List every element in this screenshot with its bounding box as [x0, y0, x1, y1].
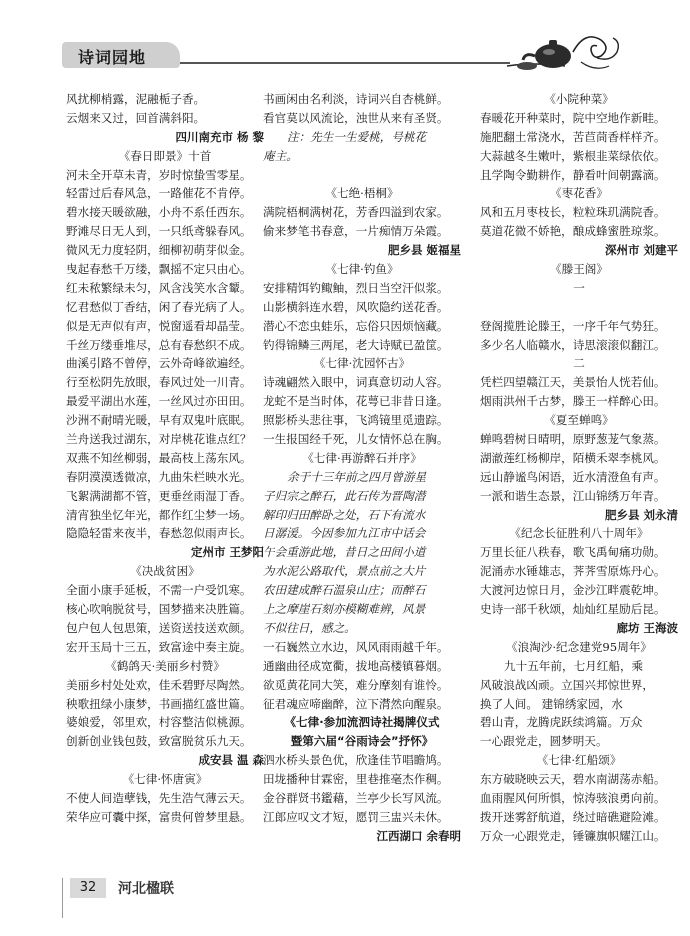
section-title: 诗词园地 [78, 48, 147, 67]
poem-column-middle [263, 90, 461, 846]
poem-title: 《七律·沈园怀古》 [313, 356, 411, 371]
poem-line: 美丽乡村处处欢，佳禾碧野尽陶然。 [66, 677, 252, 692]
poem-line: 拨开迷雾舒航道，绕过暗礁避险滩。 [480, 809, 666, 824]
author-line: 深州市 刘建平 [604, 243, 678, 258]
poem-line: 轻雷过后春风急，一路催花不肯停。 [66, 186, 252, 201]
poem-line: 宏开玉局十三五，致富途中奏主旋。 [66, 639, 252, 654]
poem-line: 一石巍然立水边，风风雨雨越千年。 [263, 639, 449, 654]
author-line: 肥乡县 刘永清 [604, 507, 678, 522]
poem-title: 《七律·参加流泗诗社揭牌仪式 [284, 715, 440, 730]
poem-line: 且学陶令勤耕作，静看叶间朝露滴。 [480, 167, 666, 182]
poem-note: 庵主。 [263, 148, 298, 163]
poem-line: 偷来梦笔书春意，一片痴情万朵霞。 [263, 224, 449, 239]
author-line: 定州市 王梦阳 [190, 545, 264, 560]
poem-part-number: 一 [573, 280, 585, 295]
poem-line: 登阁揽胜论滕王，一序千年气势狂。 [480, 318, 666, 333]
poem-column-right [480, 90, 678, 846]
teapot-ornament-icon [505, 22, 625, 78]
poem-line: 创新创业钱包鼓，致富脱贫乐九天。 [66, 734, 252, 749]
poem-line: 风和五月枣枝长，粒粒珠玑满院香。 [480, 205, 666, 220]
poem-line: 清宵独坐忆年光，都作红尘梦一场。 [66, 507, 252, 522]
footer-rule [62, 878, 63, 918]
poem-part-number: 二 [573, 356, 585, 371]
poem-line: 龙蛇不是当时体，花萼已非昔日逢。 [263, 394, 449, 409]
poem-title: 《七律·钓鱼》 [325, 262, 399, 277]
publication-name: 河北楹联 [118, 881, 174, 897]
poem-line: 远山静谧鸟闲语，近水清澄鱼有声。 [480, 469, 666, 484]
poem-title: 《七律·再游醉石并序》 [302, 450, 422, 465]
poem-line: 包户包人包思策，送资送技送欢颜。 [66, 620, 252, 635]
poem-line: 大蒜越冬生嫩叶，紫根韭菜绿依依。 [480, 148, 666, 163]
poem-preface: 为水泥公路取代，景点前之大片 [263, 564, 426, 579]
poem-title: 《七律·怀唐寅》 [122, 772, 208, 787]
poem-line: 万里长征八秩春，歌飞禹甸痛功勋。 [480, 545, 666, 560]
poem-line: 忆君愁似丁香结，闲了春光病了人。 [66, 299, 252, 314]
blank-line [263, 166, 461, 185]
poem-preface: 子归宗之醉石，此石传为晋陶潜 [263, 488, 426, 503]
poem-line: 莫道花微不娇艳，酿成蜂蜜胜琼浆。 [480, 224, 666, 239]
poem-line: 田垅播种甘霖密，里巷推毫杰作稠。 [263, 772, 449, 787]
poem-line: 大渡河边惊日月，金沙江畔震乾坤。 [480, 583, 666, 598]
poem-line: 满院梧桐满树花，芳香四溢到农家。 [263, 205, 449, 220]
poem-line: 兰舟送我过湖东，对岸桃花谁点红？ [66, 432, 252, 447]
poem-title: 《滕王阁》 [550, 262, 608, 277]
poem-note: 注：先生一生爱桃，号桃花 [287, 129, 427, 144]
poem-line: 诗魂翩然入眼中，词真意切动人容。 [263, 375, 449, 390]
poem-line: 东方破晓映云天，碧水南湖荡赤船。 [480, 772, 666, 787]
poem-line: 红未秾繁绿未匀，风含浅笑水含颦。 [66, 280, 252, 295]
poem-line: 碧水接天暖欲融，小舟不系任西东。 [66, 205, 252, 220]
poem-preface: 日潺湲。今因参加九江市中话会 [263, 526, 426, 541]
poem-line: 潜心不恋虫蛙乐，忘俗只因烦恼藏。 [263, 318, 449, 333]
poem-line: 荣华应可囊中探，富贵何曾梦里悬。 [66, 809, 252, 824]
poem-title: 《枣花香》 [550, 186, 608, 201]
poem-title: 《浪淘沙·纪念建党95周年》 [506, 639, 652, 654]
poem-line: 核心吹响脱贫号，国梦描来决胜篇。 [66, 602, 252, 617]
poem-line: 安排精饵钓鲰鲉，烈日当空汗似浆。 [263, 280, 449, 295]
poem-line: 隐隐轻雷来夜半，春愁忽似雨声长。 [66, 526, 252, 541]
poem-line: 河未全开草未青，岁时惊蛰雪零星。 [66, 167, 252, 182]
blank-line [480, 298, 678, 317]
author-line: 廊坊 王海波 [616, 620, 678, 635]
poem-line: 春暖花开种菜时，院中空地作新畦。 [480, 110, 666, 125]
poem-line: 碧山青，龙腾虎跃续鸿篇。万众 [480, 715, 643, 730]
poem-line: 似是无声似有声，悦窗遥看却晶莹。 [66, 318, 252, 333]
poem-line: 云烟来又过，回首满斜阳。 [66, 110, 206, 125]
poem-title: 《七律·红船颂》 [536, 753, 622, 768]
poem-line: 最爱平湖出水莲，一丝风过亦田田。 [66, 394, 252, 409]
poem-line: 野滩尽日无人到，一只纸鸢躲春风。 [66, 224, 252, 239]
poem-title: 《鹤鸽天·美丽乡村赞》 [105, 658, 225, 673]
poem-preface: 不似往日，感之。 [263, 620, 356, 635]
header-rule [180, 62, 510, 64]
poem-line: 通幽曲径成宽衢，拔地高楼镇暮烟。 [263, 658, 449, 673]
poem-line: 看官莫以风流论，浊世从来有圣贤。 [263, 110, 449, 125]
poem-line: 万众一心跟党走，锤镰旗帜耀江山。 [480, 828, 666, 843]
author-line: 四川南充市 杨 黎 [175, 129, 264, 144]
poem-line: 风破浪战凶顽。立国兴邦惊世界， [480, 677, 654, 692]
poem-line: 史诗一部千秋颂，灿灿红星励后昆。 [480, 602, 666, 617]
poem-line: 行至松阴先放眼，春风过处一川青。 [66, 375, 252, 390]
poem-line: 征君魂应啼幽醉，泣下潸然向醒泉。 [263, 696, 449, 711]
poem-line: 不使人间造孽钱，先生浩气薄云天。 [66, 790, 252, 805]
poem-title: 暨第六届“谷雨诗会”抒怀》 [290, 734, 434, 749]
poem-title: 《夏至蝉鸣》 [544, 413, 614, 428]
poem-line: 婆娘爱，邻里欢，村容整洁似桃源。 [66, 715, 252, 730]
page-header [0, 0, 690, 80]
author-line: 江西湖口 余春明 [376, 828, 461, 843]
poem-line: 血雨腥风何所惧，惊涛骇浪勇向前。 [480, 790, 666, 805]
poem-line: 湖澈莲红杨柳岸，陌横禾翠李桃风。 [480, 450, 666, 465]
poem-line: 一生报国经千死，儿女情怀总在胸。 [263, 432, 449, 447]
poem-line: 钓得锦鳞三两尾，老大诗赋已盈筐。 [263, 337, 449, 352]
poem-line: 飞絮满湖都不管，更垂丝雨湿丁香。 [66, 488, 252, 503]
poem-title: 《七绝·梧桐》 [325, 186, 399, 201]
poem-line: 泥涌赤水锤雄志，荠荠雪原炼丹心。 [480, 564, 666, 579]
poem-line: 欲觅黄花同大笑，难分摩刻有谁怜。 [263, 677, 449, 692]
poem-line: 一派和谐生态景，江山锦绣万年青。 [480, 488, 666, 503]
poem-line: 九十五年前，七月红船，乘 [504, 658, 644, 673]
poem-preface: 午会重游此地，昔日之田间小道 [263, 545, 426, 560]
poem-line: 泗水桥头景色优，欣逢佳节唱瞻鸠。 [263, 753, 449, 768]
poem-title: 《纪念长征胜利八十周年》 [509, 526, 649, 541]
poem-line: 蝉鸣碧树日晴明，原野葱茏气象蒸。 [480, 432, 666, 447]
poem-line: 书画闲由名利淡，诗词兴自杏桃鲜。 [263, 92, 449, 106]
poem-line: 山影横斜连水碧，风吹隐约送花香。 [263, 299, 449, 314]
poem-title: 《小院种菜》 [544, 92, 614, 106]
poem-line: 全面小康手延板，不需一户受饥寒。 [66, 583, 252, 598]
poem-line: 烟雨洪州千古梦，滕王一样醉心田。 [480, 394, 666, 409]
poem-line: 秧歌扭绿小康梦，书画描红盛世篇。 [66, 696, 252, 711]
poem-line: 换了人间。 建锦绣家园，水 [480, 696, 623, 711]
poem-line: 风扰柳梢露，泥融栀子香。 [66, 92, 206, 106]
poem-line: 江郎应叹文才短，愿罚三盅兴未休。 [263, 809, 449, 824]
poem-line: 双燕不知丝柳弱，最高枝上荡东风。 [66, 450, 252, 465]
poem-title: 《决战贫困》 [130, 564, 200, 579]
poem-line: 施肥翻土常浇水，苦苣茼香样样齐。 [480, 129, 666, 144]
author-line: 肥乡县 姬福星 [387, 243, 461, 258]
poem-preface: 农田建成醉石温泉山庄；而醉石 [263, 583, 426, 598]
poem-line: 沙洲不耐晴光暖，早有双鬼叶底眠。 [66, 413, 252, 428]
poem-column-left [66, 90, 264, 827]
poem-line: 照影桥头悲往事，飞鸿镜里觅遗踪。 [263, 413, 449, 428]
poem-line: 曲溪引路不曾停，云外奇峰欲遍经。 [66, 356, 252, 371]
poem-preface: 上之摩崖石刻亦模糊难辨，风景 [263, 602, 426, 617]
poem-preface: 余于十三年前之四月曾游星 [287, 469, 427, 484]
author-line: 成安县 温 森 [198, 753, 264, 768]
poem-line: 凭栏四望赣江天，美景怡人恍若仙。 [480, 375, 666, 390]
poem-title: 《春日即景》十首 [118, 148, 212, 163]
poem-line: 曳起春愁千万缕，飘摇不定只由心。 [66, 262, 252, 277]
poem-line: 春阴漠漠透微凉，九曲朱栏映水光。 [66, 469, 252, 484]
section-tag [62, 42, 180, 68]
poem-preface: 解印归田醉卧之处，石下有流水 [263, 507, 426, 522]
poem-line: 一心跟党走，圆梦明天。 [480, 734, 608, 749]
poem-line: 千丝万缕垂堆尽，总有春愁织不成。 [66, 337, 252, 352]
page-number: 32 [70, 878, 106, 898]
poem-line: 金谷群贤书鑑藉，兰亭少长写风流。 [263, 790, 449, 805]
poem-line: 微风无力度轻阴，细柳初萌芽似金。 [66, 243, 252, 258]
poem-line: 多少名人临赣水，诗思滚滚似翻江。 [480, 337, 666, 352]
